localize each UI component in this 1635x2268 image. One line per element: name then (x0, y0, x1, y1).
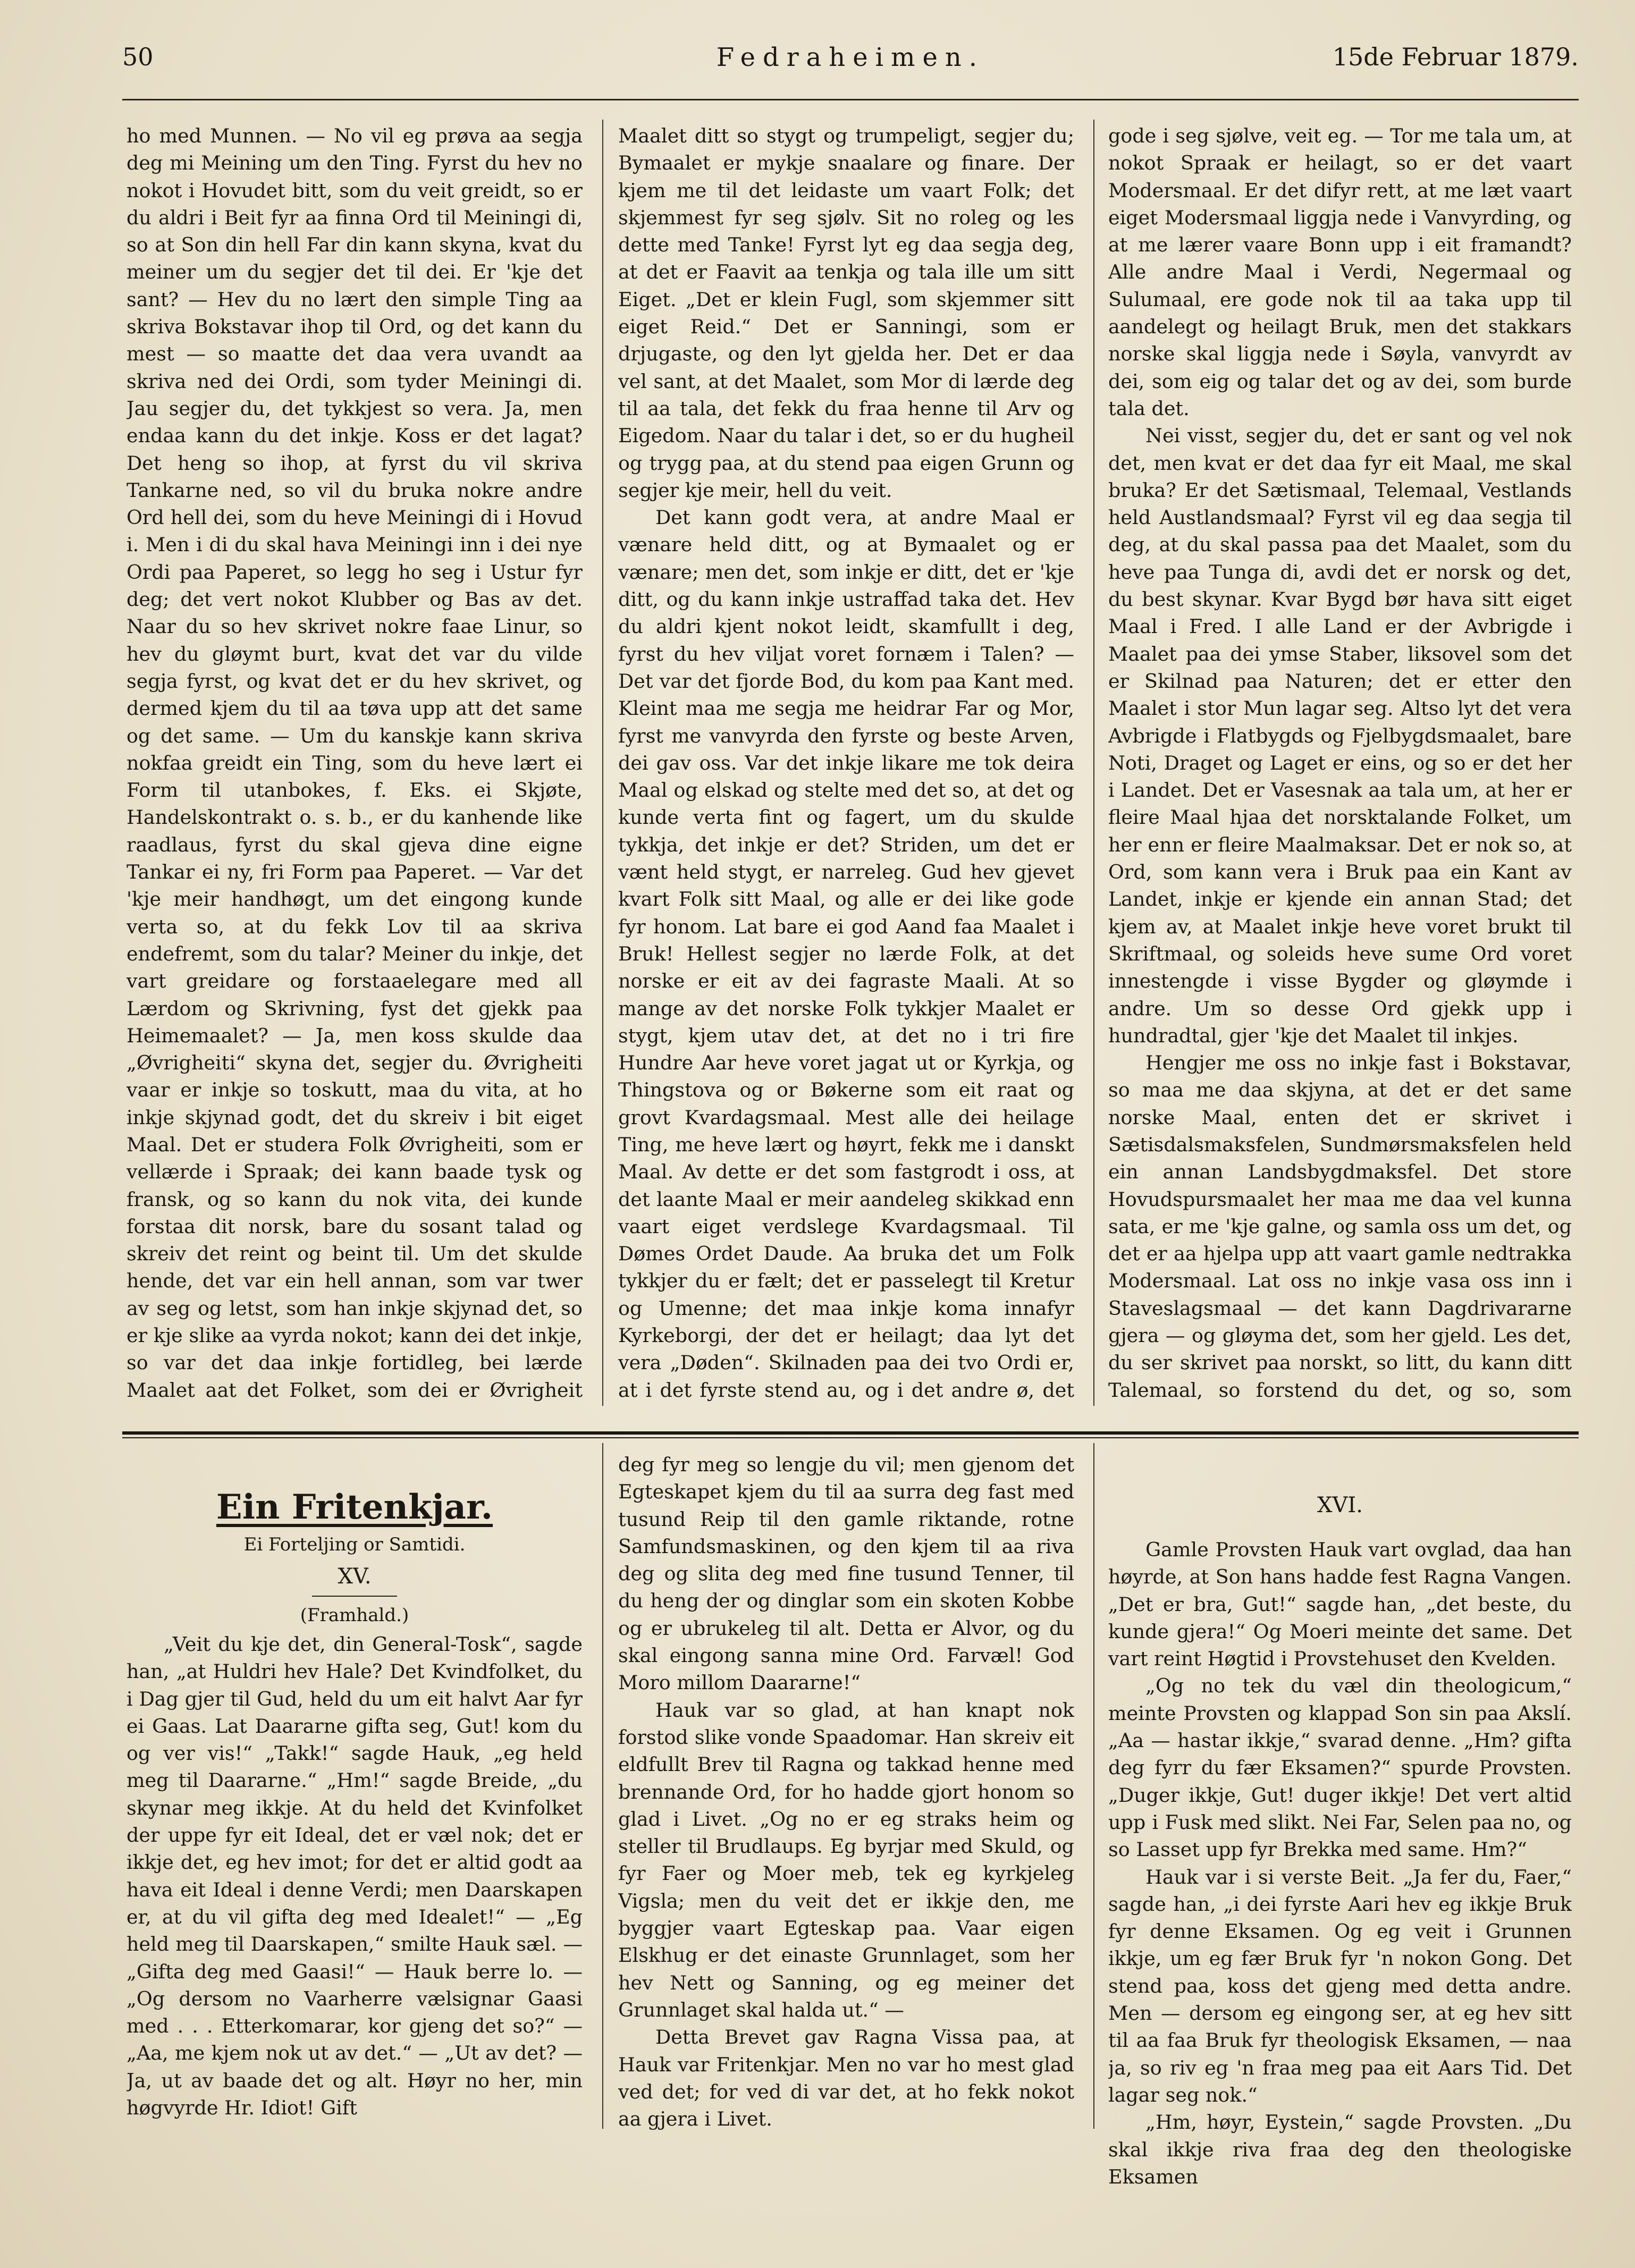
article-column-2 (618, 122, 1074, 1403)
column-rule (602, 1443, 603, 2129)
paragraph: Detta Brevet gav Ragna Vissa paa, at Hauk var Fritenkjar. Men no var ho mest glad ved det; for ved di var det, at ho fekk nokot aa gjera i Livet. (618, 2026, 1074, 2131)
paragraph: ho med Munnen. — No vil eg prøva aa segja deg mi Meining um den Ting. Fyrst du hev no nokot i Hovudet bitt, som du veit greidt, so er du aldri i Beit fyr aa finna Ord til Meiningi di, so at Son din hell Far din kann skyna, kvat du meiner um du segjer det til dei. Er 'kje det sant? — Hev du no lært den simple Ting aa skriva Bokstavar ihop til Ord, og det kann du mest — so maatte det daa vera uvandt aa skriva ned dei Ordi, som tyder Meiningi di. Jau segjer du, det tykkjest so vera. Ja, men endaa kann du det inkje. Koss er det lagat? Det heng so ihop, at fyrst du vil skriva Tankarne ned, so vil du bruka nokre andre Ord hell dei, som du heve Meiningi di i Hovud i. Men i di du skal hava Meiningi inn i dei nye Ordi paa Paperet, so legg ho seg i Ustur fyr deg; det vert nokot Klubber og Bas av det. Naar du so hev skrivet nokre faae Linur, so hev du gløymt burt, kvat det var du vilde segja fyrst, og kvat det er du hev skrivet, og dermed kjem du til aa tøva upp att det same og det same. — Um du kanskje kann skriva nokfaa greidt ein Ting, som du heve lært ei Form til utanbokes, f. Eks. ei Skjøte, Handelskontrakt o. s. b., er du kanhende like raadlaus, fyrst du skal gjeva dine eigne Tankar ei ny, fri Form paa Paperet. — Var det 'kje meir handhøgt, um det eingong kunde verta so, at du fekk Lov til aa skriva endefremt, som du talar? Meiner du inkje, det vart greidare og forstaaelegare med all Lærdom og Skrivning, fyst det gjekk paa Heimemaalet? — Ja, men koss skulde daa „Øvrigheiti“ skyna det, segjer du. Øvrigheiti vaar er inkje so toskutt, maa du vita, at ho inkje skjynad godt, det du skreiv i bit eiget Maal. Det er studera Folk Øvrigheiti, som er vellærde i Spraak; dei kann baade tysk og fransk, og so kann du nok vita, dei kunde forstaa dit norsk, bare du sosant talad og skreiv det reint og beint til. Um det skulde hende, det var ein hell annan, som var twer av seg og letst, som han inkje skjynad det, so er kje slike aa vyrda nokot; kann dei det inkje, so var det daa inkje fortidleg, bei lærde Maalet aat det Folket, som dei er Øvrigheit (127, 124, 583, 1402)
paragraph: „Og no tek du væl din theologicum,“ meinte Provsten og klappad Son sin paa Akslí. „Aa — hastar ikkje,“ svarad denne. „Hm? gifta deg fyrr du fær Eksamen?“ spurde Provsten. „Duger ikkje, Gut! duger ikkje! Det vert altid upp i Fusk med slikt. Nei Far, Selen paa no, og so Lasset upp fyr Brekka med same. Hm?“ (1108, 1674, 1572, 1861)
newspaper-title: Fedraheimen. (716, 43, 985, 72)
paragraph: Hauk var so glad, at han knapt nok forstod slike vonde Spaadomar. Han skreiv eit eldfullt Brev til Ragna og takkad henne med brennande Ord, for ho hadde gjort honom so glad i Livet. „Og no er eg straks heim og steller til Brudlaups. Eg byrjar med Skuld, og fyr Faer og Moer meb, tek eg kyrkjeleg Vigsla; men du veit det er ikkje den, me byggjer vaart Egteskap paa. Vaar eigen Elskhug er det einaste Grunnlaget, som her hev Nett og Sanning, og eg meiner det Grunnlaget skal halda ut.“ — (618, 1698, 1074, 2021)
article-column-1 (127, 122, 583, 1403)
section-divider-thin (122, 1437, 1579, 1438)
story-column-2 (618, 1451, 1074, 2142)
chapter-rule (312, 1596, 397, 1597)
article-column-3 (1108, 122, 1572, 1403)
issue-date: 15de Februar 1879. (1332, 43, 1579, 71)
paragraph: Hengjer me oss no inkje fast i Bokstavar, so maa me daa skjyna, at det er det same norske Maal, enten det er skrivet i Sætisdalsmaksfelen, Sundmørsmaksfelen held ein annan Landsbygdmaksfel. Det store Hovudspursmaalet her maa me daa vel kunna sata, er me 'kje galne, og samla oss um det, og det er aa hjelpa upp att vaart gamle nedtrakka Modersmaal. Lat oss no inkje vasa oss inn i Staveslagsmaal — det kann Dagdrivararne gjera — og gløyma det, som her gjeld. Les det, du ser skrivet paa norskt, so litt, du kann ditt Talemaal, so forstend du det, og so, som (1108, 1051, 1572, 1402)
paragraph: gode i seg sjølve, veit eg. — Tor me tala um, at nokot Spraak er heilagt, so er det vaart Modersmaal. Er det difyr rett, at me læt vaart eiget Modersmaal liggja nede i Vanvyrding, og at me lærer vaare Bonn upp i eit framandt? Alle andre Maal i Verdi, Negermaal og Sulumaal, ere gode nok til aa taka upp til aandelegt og heilagt Bruk, men det stakkars norske skal liggja nede i Søyla, vanvyrdt av dei, som eig og talar det og av dei, som burde tala det. (1108, 124, 1572, 420)
running-head (122, 43, 1579, 74)
story-subtitle: Ei Forteljing or Samtidi. (243, 1534, 466, 1555)
section-divider (122, 1431, 1579, 1435)
paragraph: Maalet ditt so stygt og trumpeligt, segjer du; Bymaalet er mykje snaalare og finare. Der kjem me til det leidaste um vaart Folk; det skjemmest fyr seg sjølv. Sit no roleg og les dette med Tanke! Fyrst lyt eg daa segja deg, at det er Faavit aa tenkja og tala ille um sitt Eiget. „Det er klein Fugl, som skjemmer sitt eiget Reid.“ Det er Sanningi, som er drjugaste, og den lyt gjelda her. Det er daa vel sant, at det Maalet, som Mor di lærde deg til aa tala, det fekk du fraa henne til Arv og Eigedom. Naar du talar i det, so er du hugheil og trygg paa, at du stend paa eigen Grunn og segjer kje meir, hell du veit. (618, 124, 1074, 502)
page-number: 50 (122, 43, 154, 71)
paragraph: Hauk var i si verste Beit. „Ja fer du, Faer,“ sagde han, „i dei fyrste Aari hev eg ikkje Bruk fyr denne Eksamen. Og eg veit i Grunnen ikkje, um eg fær Bruk fyr 'n nokon Gong. Det stend paa, koss det gjeng med detta andre. Men — dersom eg eingong ser, at eg hev sitt til aa faa Bruk fyr theologisk Eksamen, — naa ja, so riv eg 'n fraa meg paa eit Aars Tid. Det lagar seg nok.“ (1108, 1865, 1572, 2106)
story-column-3 (1108, 1451, 1572, 2195)
header-rule (122, 99, 1579, 100)
paragraph: „Hm, høyr, Eystein,“ sagde Provsten. „Du skal ikkje riva fraa deg den theologiske Eksamen (1108, 2111, 1572, 2188)
paragraph: Gamle Provsten Hauk vart ovglad, daa han høyrde, at Son hans hadde fest Ragna Vangen. „Det er bra, Gut!“ sagde han, „det beste, du kunde gjera!“ Og Moeri meinte det same. Det vart reint Høgtid i Provstehuset den Kvelden. (1108, 1538, 1572, 1671)
paragraph: Nei visst, segjer du, det er sant og vel nok det, men kvat er det daa fyr eit Maal, me skal bruka? Er det Sætismaal, Telemaal, Vestlands held Austlandsmaal? Fyrst vil eg daa segja til deg, at du skal passa paa det Maalet, som du heve paa Tunga di, avdi det er norsk og det, du best skynar. Kvar Bygd bør hava sitt eiget Maal i Fred. I alle Land er der Avbrigde i Maalet paa dei ymse Staber, liksovel som det er Skilnad paa Naturen; det er etter den Maalet i stor Mun lagar seg. Altso lyt det vera Avbrigde i Flatbygds og Fjelbygdsmaalet, bare Noti, Draget og Laget er eins, og so er det her i Landet. Det er Vasesnak aa tala um, at her er fleire Maal hjaa det norsktalande Folket, um her enn er fleire Maalmaksar. Det er nok so, at Ord, som kann vera i Bruk paa ein Kant av Landet, inkje er kjende ein annan Stad; det kjem av, at Maalet inkje heve voret brukt til Skriftmaal, og soleids heve sume Ord voret innestengde i visse Bygder og gløymde i andre. Um so desse Ord gjekk upp i hundradtal, gjer 'kje det Maalet til inkjes. (1108, 424, 1572, 1047)
paragraph: deg fyr meg so lengje du vil; men gjenom det Egteskapet kjem du til aa surra deg fast med tusund Reip til den gamle riktande, rotne Samfundsmaskinen, og den kjem til aa riva deg og slita deg med fine tusund Tenner, til du heng der og dinglar som ein skoten Kobbe og er ubrukeleg til alt. Detta er Alvor, og du skal eingong sanna mine Ord. Farvæl! God Moro millom Daararne!“ (618, 1453, 1074, 1694)
paragraph: „Veit du kje det, din General-Tosk“, sagde han, „at Huldri hev Hale? Det Kvindfolket, du i Dag gjer til Gud, held du um eit halvt Aar fyr ei Gaas. Lat Daararne gifta seg, Gut! kom du og ver vis!“ „Takk!“ sagde Hauk, „eg held meg til Daararne.“ „Hm!“ sagde Breide, „du skynar meg ikkje. At du held det Kvinfolket der uppe fyr eit Ideal, det er væl nok; det er ikkje det, eg hev imot; for det er altid godt aa hava eit Ideal i denne Verdi; men Daarskapen er, at du vil gifta deg med Idealet!“ — „Eg held meg til Daarskapen,“ smilte Hauk sæl. — „Gifta deg med Gaasi!“ — Hauk berre lo. — „Og dersom no Vaarherre vælsignar Gaasi med . . . Etterkomarar, kor gjeng det so?“ — „Aa, me kjem nok ut av det.“ — „Ut av det? — Ja, ut av baade det og alt. Høyr no her, min høgvyrde Hr. Idiot! Gift (127, 1633, 583, 2120)
column-rule (1093, 120, 1094, 1406)
chapter-number: XVI. (1317, 1493, 1363, 1517)
column-rule (1093, 1443, 1094, 2129)
continued-note: (Framhald.) (300, 1605, 409, 1626)
chapter-number: XV. (338, 1564, 372, 1589)
paragraph: Det kann godt vera, at andre Maal er vænare held ditt, og at Bymaalet og er vænare; men det, som inkje er ditt, det er 'kje ditt, og du kann inkje ustraffad taka det. Hev du aldri kjent nokot leidt, skamfullt i deg, fyrst du hev viljat voret fornæm i Talen? — Det var det fjorde Bod, du kom paa Kant med. Kleint maa me segja me heidrar Far og Mor, fyrst me vanvyrda den fyrste og beste Arven, dei gav oss. Var det inkje likare me tok deira Maal og elskad og stelte med det so, at det og kunde verta fint og fagert, um du skulde tykkja, det inkje er det? Striden, um det er vænt held stygt, er narreleg. Gud hev gjevet kvart Folk sitt Maal, og alle er dei like gode fyr honom. Lat bare ei god Aand faa Maalet i Bruk! Hellest segjer no lærde Folk, at det norske er eit av dei fagraste Maali. At so mange av det norske Folk tykkjer Maalet er stygt, kjem utav det, at det no i tri fire Hundre Aar heve voret jagat ut or Kyrkja, og Thingstova og or Bøkerne som eit raat og grovt Kvardagsmaal. Mest alle dei heilage Ting, me heve lært og høyrt, fekk me i danskt Maal. Av dette er det som fastgrodt i oss, at det laante Maal er meir aandeleg skikkad enn vaart eiget verdslege Kvardagsmaal. Til Dømes Ordet Daude. Aa bruka det um Folk tykkjer du er fælt; det er passelegt til Kretur og Umenne; det maa inkje koma innafyr Kyrkeborgi, der det er heilagt; daa lyt det vera „Døden“. Skilnaden paa dei tvo Ordi er, at i det fyrste stend au, og i det andre ø, det (618, 506, 1074, 1402)
story-column-1 (127, 1467, 583, 2222)
column-rule (602, 120, 603, 1406)
story-title: Ein Fritenkjar. (216, 1487, 493, 1527)
